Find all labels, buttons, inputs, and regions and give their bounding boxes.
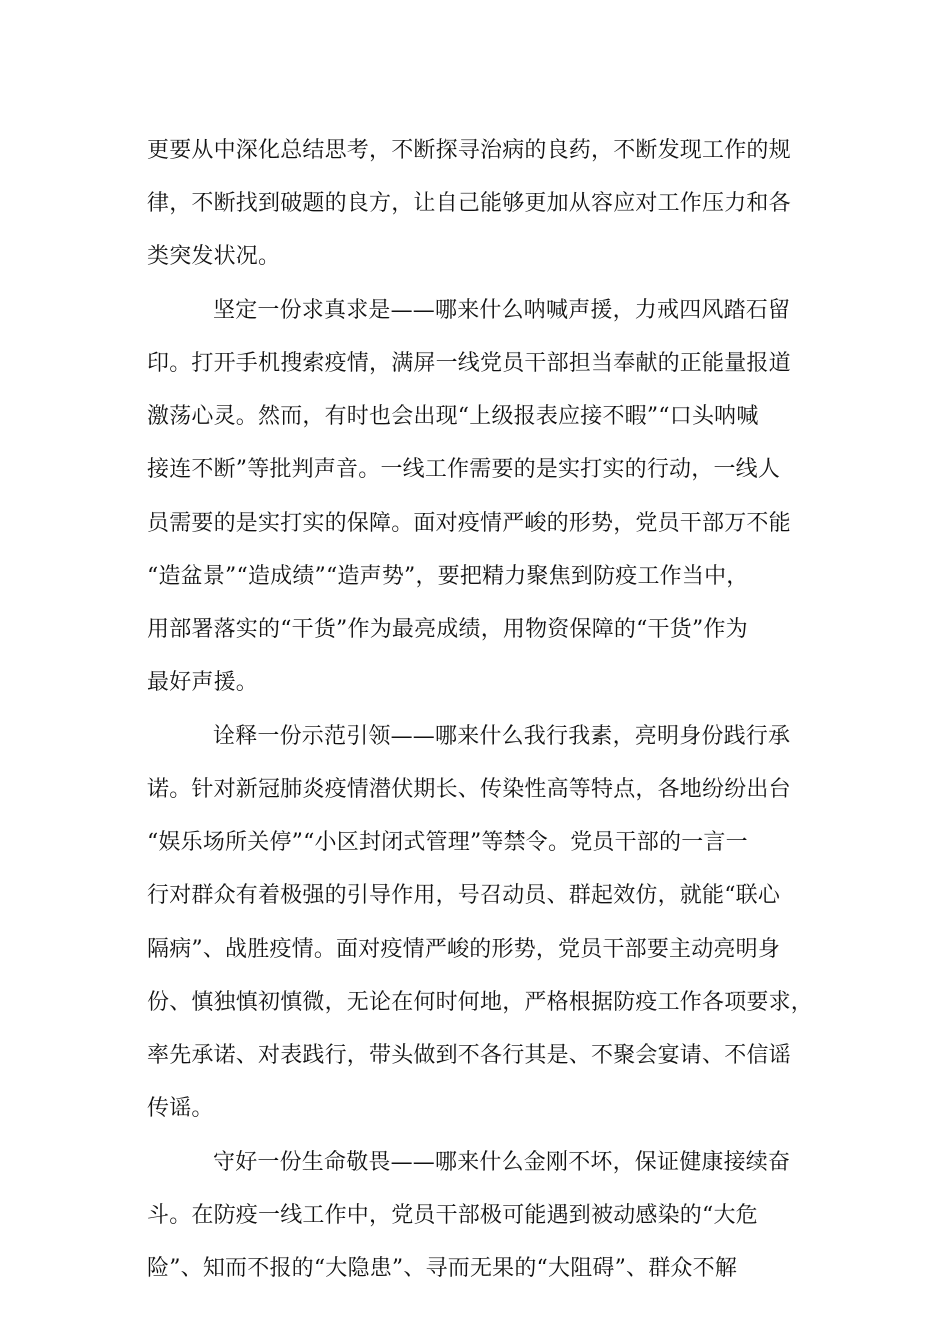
text-line: 用部署落实的“干货”作为最亮成绩，用物资保障的“干货”作为 <box>147 617 748 642</box>
text-line: 律，不断找到破题的良方，让自己能够更加从容应对工作压力和各 <box>147 191 791 216</box>
text-line: 险”、知而不报的“大隐患”、寻而无果的“大阻碍”、群众不解 <box>147 1256 738 1281</box>
text-line: 激荡心灵。然而，有时也会出现“上级报表应接不暇”“口头呐喊 <box>147 404 759 429</box>
text-line: 行对群众有着极强的引导作用，号召动员、群起效仿，就能“联心 <box>147 883 781 908</box>
document-body <box>147 0 827 1344</box>
text-line: 印。打开手机搜索疫情，满屏一线党员干部担当奉献的正能量报道 <box>147 351 791 376</box>
text-line: “造盆景”“造成绩”“造声势”，要把精力聚焦到防疫工作当中， <box>147 564 749 589</box>
text-line: 份、慎独慎初慎微，无论在何时何地，严格根据防疫工作各项要求， <box>147 990 814 1015</box>
text-line: 类突发状况。 <box>147 244 281 269</box>
text-line: 诺。针对新冠肺炎疫情潜伏期长、传染性高等特点，各地纷纷出台 <box>147 777 791 802</box>
text-line: 率先承诺、对表践行，带头做到不各行其是、不聚会宴请、不信谣 <box>147 1043 791 1068</box>
text-line: 传谣。 <box>147 1096 214 1121</box>
text-line: 最好声援。 <box>147 670 259 695</box>
paragraph-heading-line: 守好一份生命敬畏——哪来什么金刚不坏，保证健康接续奋 <box>213 1150 791 1175</box>
paragraph-heading-line: 坚定一份求真求是——哪来什么呐喊声援，力戒四风踏石留 <box>213 298 791 323</box>
text-line: 员需要的是实打实的保障。面对疫情严峻的形势，党员干部万不能 <box>147 511 791 536</box>
paragraph-heading-line: 诠释一份示范引领——哪来什么我行我素，亮明身份践行承 <box>213 724 791 749</box>
text-line: 更要从中深化总结思考，不断探寻治病的良药，不断发现工作的规 <box>147 138 791 163</box>
text-line: “娱乐场所关停”“小区封闭式管理”等禁令。党员干部的一言一 <box>147 830 748 855</box>
text-line: 斗。在防疫一线工作中，党员干部极可能遇到被动感染的“大危 <box>147 1203 758 1228</box>
text-line: 接连不断”等批判声音。一线工作需要的是实打实的行动，一线人 <box>147 457 781 482</box>
text-line: 隔病”、战胜疫情。面对疫情严峻的形势，党员干部要主动亮明身 <box>147 937 781 962</box>
